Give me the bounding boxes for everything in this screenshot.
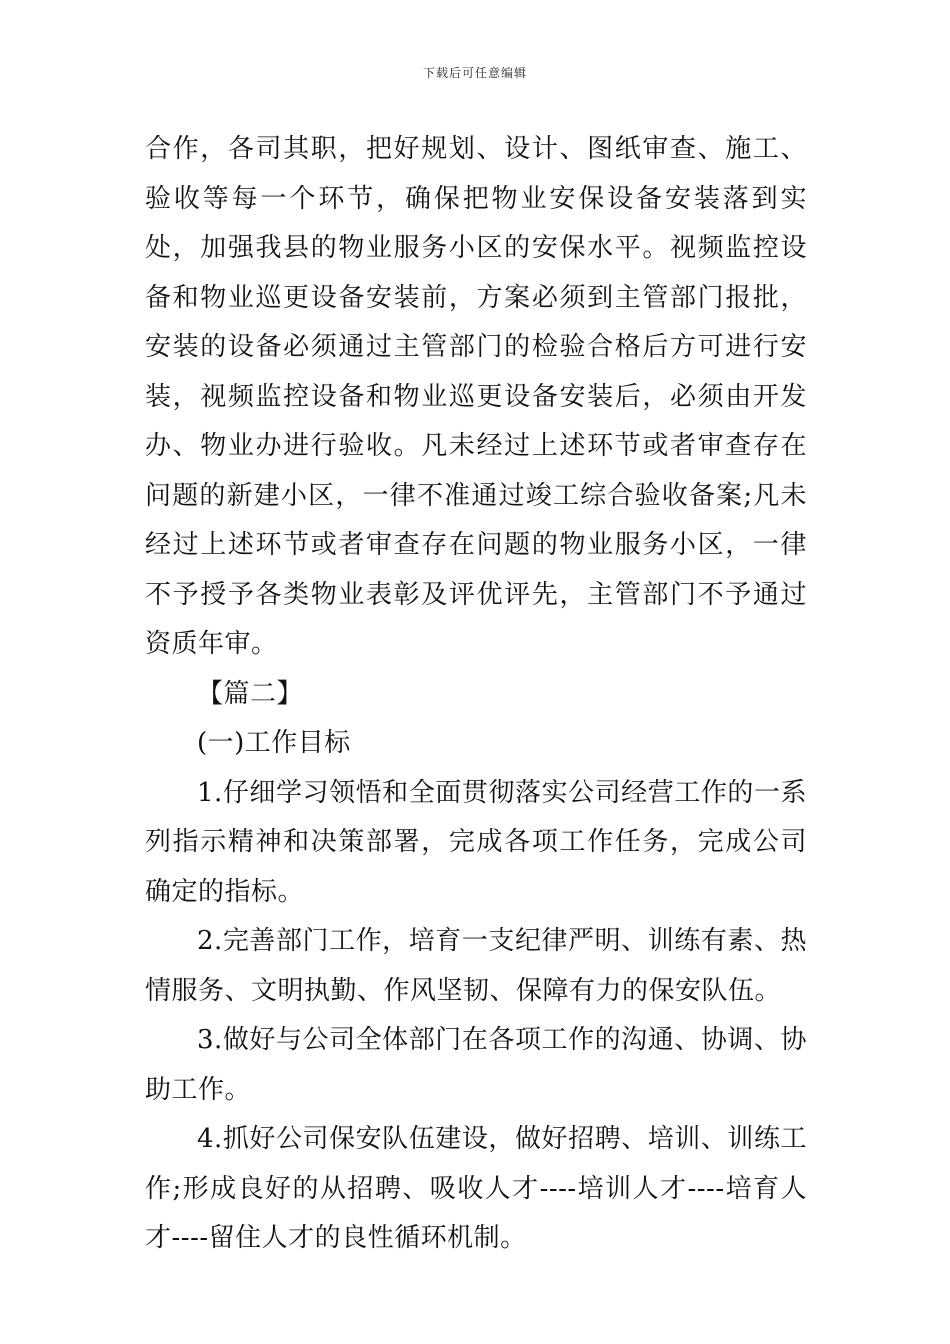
- list-item-3: 3.做好与公司全体部门在各项工作的沟通、协调、协助工作。: [145, 1025, 807, 1105]
- list-item-1: 1.仔细学习领悟和全面贯彻落实公司经营工作的一系列指示精神和决策部署，完成各项工作任务，完成公司确定的指标。: [145, 777, 807, 907]
- page-header: 下载后可任意编辑: [422, 66, 527, 80]
- list-item-2: 2.完善部门工作，培育一支纪律严明、训练有素、热情服务、文明执勤、作风坚韧、保障有力的保安队伍。: [145, 926, 807, 1006]
- paragraph-continuation: 合作，各司其职，把好规划、设计、图纸审查、施工、验收等每一个环节，确保把物业安保设备安装落到实处，加强我县的物业服务小区的安保水平。视频监控设备和物业巡更设备安装前，方案必须到主管部门报批，安装的设备必须通过主管部门的检验合格后方可进行安装，视频监控设备和物业巡更设备安装后，必须由开发办、物业办进行验收。凡未经过上述环节或者审查存在问题的新建小区，一律不准通过竣工综合验收备案;凡未经过上述环节或者审查存在问题的物业服务小区，一律不予授予各类物业表彰及评优评先，主管部门不予通过资质年审。: [145, 134, 807, 659]
- list-item-4: 4.抓好公司保安队伍建设，做好招聘、培训、训练工作;形成良好的从招聘、吸收人才----培训人才----培育人才----留住人才的良性循环机制。: [145, 1124, 807, 1253]
- document-body: [145, 125, 807, 1264]
- subsection-heading: (一)工作目标: [197, 728, 351, 758]
- section-heading: 【篇二】: [197, 678, 304, 709]
